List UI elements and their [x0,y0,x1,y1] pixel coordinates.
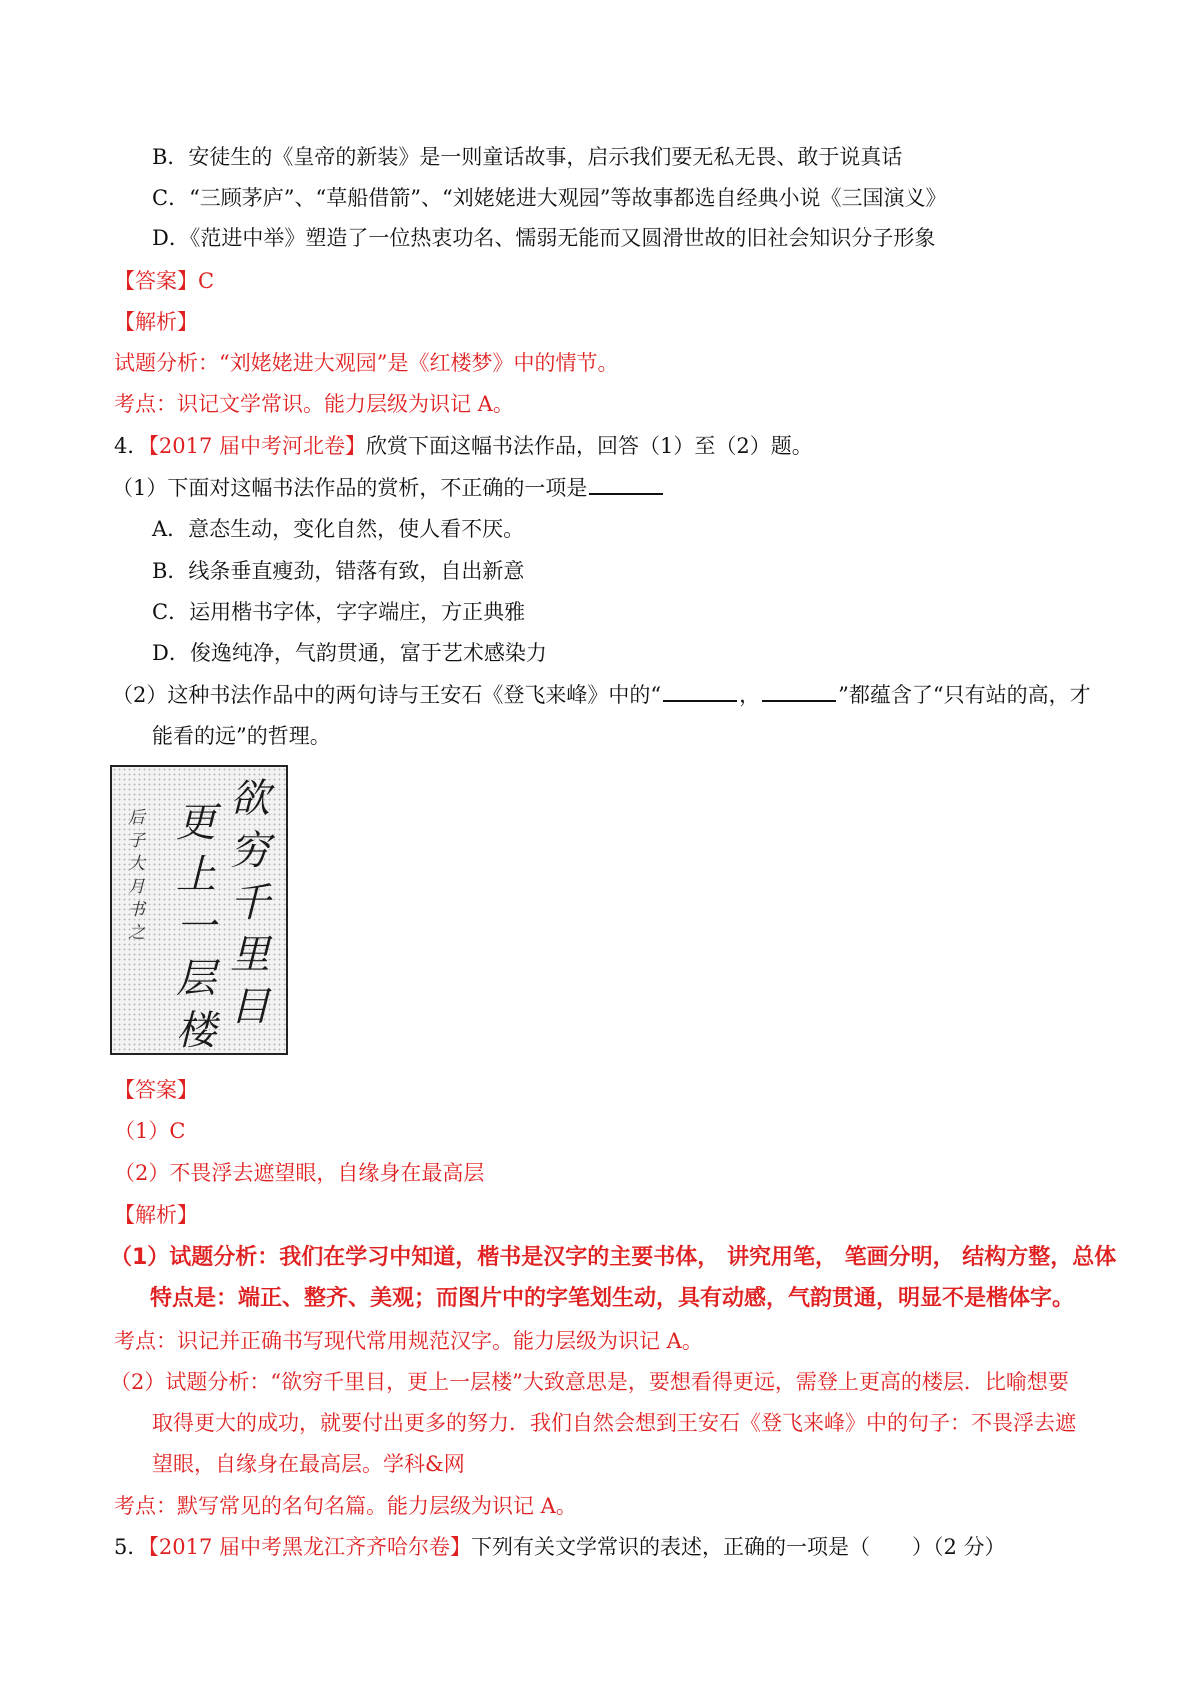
q4-knowledge-point-2: 考点：默写常见的名句名篇。能力层级为识记 A。 [114,1494,577,1518]
calligraphy-character: 之 [128,923,145,943]
q4-analysis2-line3: 望眼，自缘身在最高层。学科&网 [152,1452,465,1476]
q4-analysis2-line2: 取得更大的成功，就要付出更多的努力．我们自然会想到王安石《登飞来峰》中的句子：不畏浮去遮 [152,1411,1076,1435]
calligraphy-character: 楼 [176,1008,216,1054]
q4-sub2-line2: 能看的远”的哲理。 [152,724,331,748]
calligraphy-column-middle [176,797,216,1057]
q4-analysis1-line1: （1）试题分析：我们在学习中知道，楷书是汉字的主要书体， 讲究用笔， 笔画分明， 结构方整，总体 [110,1245,1117,1270]
calligraphy-character: 上 [176,852,216,898]
q3-answer-value: C [198,269,215,293]
calligraphy-character: 里 [230,932,270,978]
q3-option-d: D．《范进中举》塑造了一位热衷功名、懦弱无能而又圆滑世故的旧社会知识分子形象 [152,226,936,250]
q5-stem: 下列有关文学常识的表述，正确的一项是（ ）（2 分） [471,1535,1006,1559]
q4-option-c: C．运用楷书字体，字字端庄，方正典雅 [152,600,526,624]
q4-option-d: D．俊逸纯净，气韵贯通，富于艺术感染力 [152,641,547,665]
q3-analysis-label: 【解析】 [114,310,198,334]
q3-analysis-text: 试题分析：“刘姥姥进大观园”是《红楼梦》中的情节。 [114,351,619,375]
q4-option-b: B．线条垂直瘦劲，错落有致，自出新意 [152,559,525,583]
q4-sub1 [112,473,665,503]
q3-knowledge-point: 考点：识记文学常识。能力层级为识记 A。 [114,392,514,416]
q4-stem: 欣赏下面这幅书法作品，回答（1）至（2）题。 [366,434,813,458]
q4-analysis2-line1: （2）试题分析：“欲穷千里目，更上一层楼”大致意思是，要想看得更远，需登上更高的楼层．比喻想要 [110,1370,1069,1394]
q4-answer-2: （2）不畏浮去遮望眼，自缘身在最高层 [114,1161,485,1185]
q4-answer-label: 【答案】 [114,1078,198,1102]
q4-sub2-part1: （2）这种书法作品中的两句诗与王安石《登飞来峰》中的“ [112,683,662,707]
calligraphy-character: 月 [128,877,145,897]
answer-blank [589,473,663,495]
q5-heading [114,1532,1006,1562]
calligraphy-character: 穷 [230,828,270,874]
answer-blank [762,680,836,702]
calligraphy-character: 书 [128,900,145,920]
q5-source: 【2017 届中考黑龙江齐齐哈尔卷】 [148,1535,471,1559]
calligraphy-character: 后 [128,808,145,828]
calligraphy-column-right [230,773,270,1033]
answer-blank [663,680,737,702]
calligraphy-character: 大 [128,854,145,874]
q3-option-c: C．“三顾茅庐”、“草船借箭”、“刘姥姥进大观园”等故事都选自经典小说《三国演义》 [152,186,947,210]
q4-heading [114,431,813,461]
q4-answer-1: （1）C [114,1119,186,1143]
q4-knowledge-point-1: 考点：识记并正确书写现代常用规范汉字。能力层级为识记 A。 [114,1329,703,1353]
calligraphy-character: 欲 [230,776,270,822]
q4-analysis1-line2: 特点是：端正、整齐、美观；而图片中的字笔划生动，具有动感，气韵贯通，明显不是楷体字。 [150,1286,1075,1311]
calligraphy-character: 子 [128,831,145,851]
q4-sub2 [112,680,1091,710]
q3-answer [114,266,214,296]
q3-option-b: B．安徒生的《皇帝的新装》是一则童话故事，启示我们要无私无畏、敢于说真话 [152,145,903,169]
q5-number: 5． [114,1535,149,1559]
calligraphy-signature [128,807,145,945]
q4-number: 4． [114,434,149,458]
calligraphy-character: 层 [176,956,216,1002]
q4-sub1-text: （1）下面对这幅书法作品的赏析，不正确的一项是 [112,476,588,500]
q3-answer-label: 【答案】 [114,269,198,293]
calligraphy-character: 一 [176,904,216,950]
calligraphy-character: 更 [176,800,216,846]
q4-sub2-part2: ”都蕴含了“只有站的高，才 [838,683,1091,707]
q4-analysis-label: 【解析】 [114,1203,198,1227]
calligraphy-image [110,765,288,1055]
q4-sub2-separator: ， [739,683,761,707]
calligraphy-character: 目 [230,984,270,1030]
calligraphy-character: 千 [230,880,270,926]
q4-source: 【2017 届中考河北卷】 [148,434,366,458]
q4-option-a: A．意态生动，变化自然，使人看不厌。 [152,517,525,541]
